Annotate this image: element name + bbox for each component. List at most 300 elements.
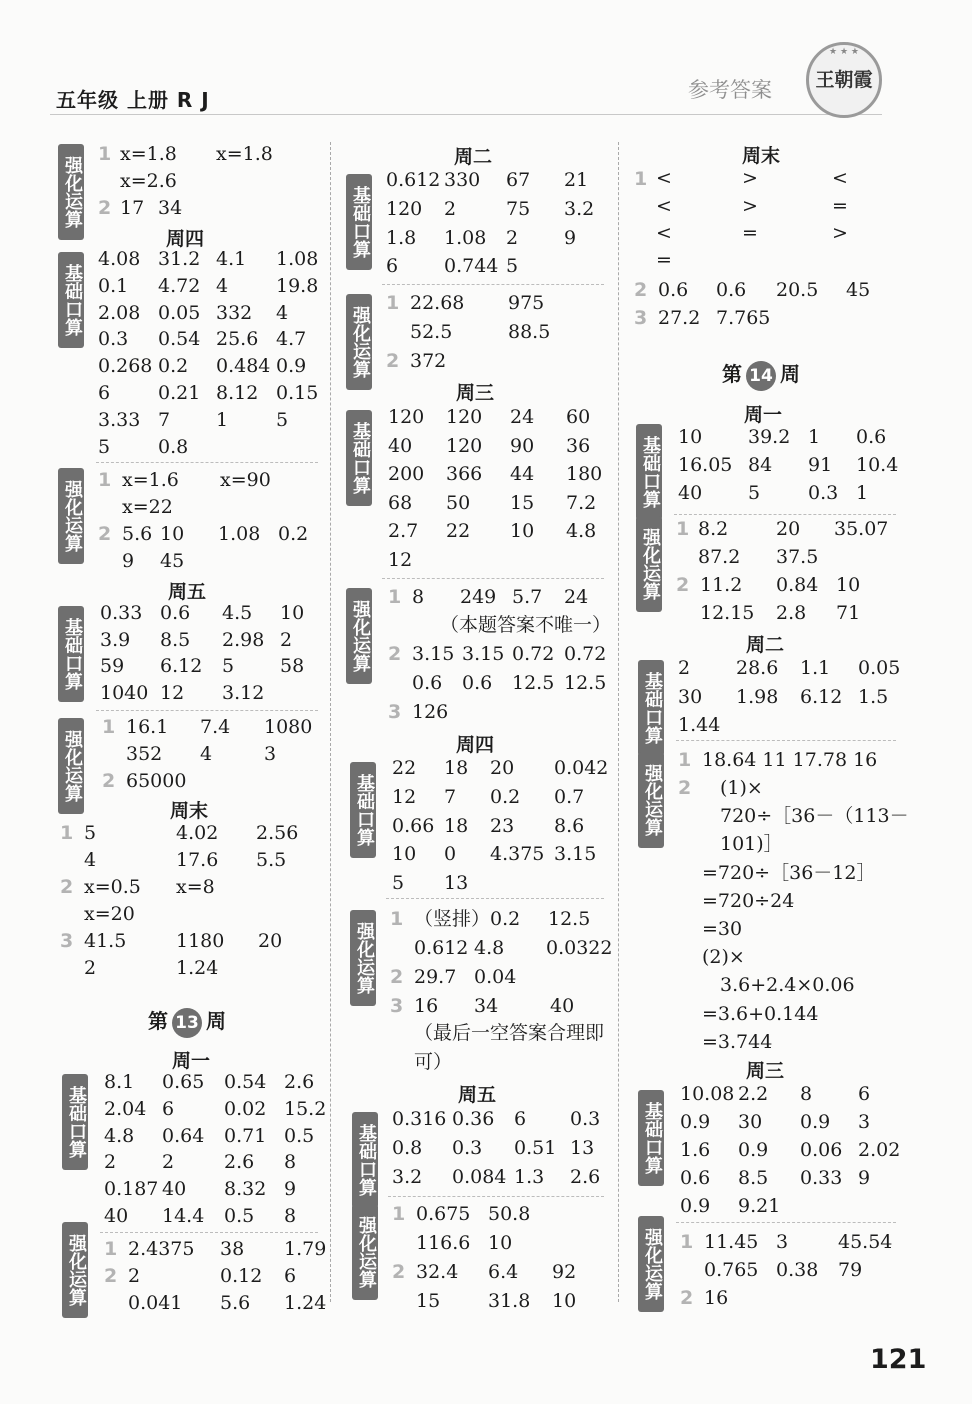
answer: 50	[446, 491, 471, 514]
answer: 5.6	[122, 523, 153, 545]
answer: 8.5	[160, 628, 191, 651]
answer: 10.08	[680, 1083, 735, 1105]
answer: 50.8	[488, 1203, 531, 1225]
answer: 0.9	[680, 1111, 711, 1133]
answer: 9	[284, 1178, 297, 1201]
answer: 2	[162, 1151, 175, 1174]
answers-label: 参考答案	[688, 78, 772, 102]
page-number: 121	[870, 1344, 927, 1375]
item-number: 2	[680, 1287, 694, 1309]
answer: 16.1	[126, 716, 169, 738]
answer: 79	[838, 1259, 863, 1281]
answer: 4	[200, 743, 213, 765]
tag-enhanced: 强化运算	[350, 910, 376, 1006]
answer: =	[832, 194, 848, 217]
week-prefix: 第	[148, 1009, 168, 1033]
answer: 8.6	[554, 814, 585, 837]
week-14-title	[722, 358, 800, 391]
answer: 8.1	[104, 1071, 135, 1093]
item-number: 1	[390, 908, 404, 930]
header-divider	[50, 114, 882, 115]
answer: 0.64	[162, 1124, 205, 1147]
tag-enhanced: 强化运算	[346, 588, 372, 684]
item-number: 3	[634, 307, 648, 329]
answer: 1.08	[444, 226, 487, 249]
tag-basic: 基础口算	[346, 410, 372, 506]
item-number: 1	[98, 143, 112, 165]
answer: 0.84	[776, 574, 819, 596]
column-divider-1	[330, 142, 331, 1302]
answer: 84	[748, 454, 773, 476]
answer: 6.12	[800, 685, 843, 708]
answer: x=1.8	[216, 143, 273, 165]
answer: 23	[490, 814, 515, 837]
week-14-badge: 14	[746, 361, 776, 391]
answer: >	[832, 222, 848, 244]
day-title-mon: 周一	[172, 1050, 211, 1072]
answer: 9.21	[738, 1195, 781, 1217]
answer: 10	[678, 426, 703, 448]
logo-stars: ★ ★ ★	[829, 47, 859, 57]
answer: 65000	[126, 770, 187, 792]
working-line: =3.744	[702, 1030, 773, 1053]
week-13-badge: 13	[172, 1008, 202, 1038]
working-line: =3.6+0.144	[702, 1002, 819, 1025]
answer: 38	[220, 1238, 245, 1260]
answer: 0.3	[808, 482, 839, 504]
answer: 1.44	[678, 714, 721, 736]
answer: 0.765	[704, 1259, 759, 1281]
answer: 2.98	[222, 628, 265, 651]
answer: 0.51	[514, 1136, 557, 1159]
answer: 0.66	[392, 814, 435, 837]
answer: 35.07	[834, 518, 889, 540]
tag-enhanced: 强化运算	[346, 294, 372, 390]
answer: 16	[414, 995, 439, 1017]
answer: 12	[392, 785, 417, 808]
answer: 59	[100, 655, 125, 677]
answer: 0.3	[98, 328, 129, 351]
answer: 6	[98, 382, 111, 404]
answer: 0.05	[858, 657, 901, 679]
answer: 5	[98, 435, 111, 458]
answer: 40	[388, 434, 413, 457]
brand-logo	[806, 42, 882, 118]
answer: 4	[84, 849, 97, 871]
answer: 2	[444, 197, 457, 220]
section-divider	[382, 578, 604, 579]
section-divider	[674, 514, 896, 515]
section-divider	[96, 462, 318, 463]
answer: 0.7	[554, 785, 585, 808]
answer: 3	[776, 1231, 789, 1253]
answer: 0.54	[224, 1071, 267, 1093]
answer: 9	[122, 550, 135, 572]
item-number: 1	[392, 1203, 406, 1225]
answer: 24	[564, 586, 589, 608]
answer: 30	[738, 1111, 763, 1133]
answer: <	[656, 194, 672, 217]
item-number: 2	[676, 574, 690, 596]
logo-text: 王朝霞	[815, 69, 873, 91]
answer: 20	[776, 518, 801, 540]
day-title-weekend: 周末	[742, 145, 781, 167]
answer: 0.6	[412, 672, 443, 694]
answer: 0.33	[100, 602, 143, 624]
item-number: 1	[680, 1231, 694, 1253]
section-divider	[388, 1196, 604, 1197]
section-divider	[382, 284, 604, 285]
day-title-fri: 周五	[168, 581, 207, 603]
answer: 45	[160, 550, 185, 572]
answer: 15	[416, 1290, 441, 1312]
item-number: 2	[634, 279, 648, 301]
answer: 3.15	[554, 843, 597, 866]
answer: 0.187	[104, 1178, 159, 1201]
answer: 0.36	[452, 1108, 495, 1130]
answer: 8.2	[698, 518, 729, 540]
answer: 5	[84, 822, 97, 844]
answer: 4.08	[98, 248, 141, 270]
answer: 88.5	[508, 321, 551, 343]
tag-enhanced: 强化运算	[58, 468, 84, 564]
answer: 0.6	[680, 1167, 711, 1189]
answer: 1180	[176, 930, 225, 952]
item-number: 1	[678, 749, 692, 771]
day-title-mon: 周一	[744, 404, 783, 426]
item-number: 2	[386, 350, 400, 372]
item-number: 1	[676, 518, 690, 540]
item-number: 3	[390, 995, 404, 1017]
answer: 44	[510, 463, 535, 486]
answer: <	[832, 167, 848, 189]
answer: 1	[856, 482, 869, 504]
answer: 330	[444, 169, 481, 191]
item-number: 2	[388, 643, 402, 665]
answer: 15	[510, 491, 535, 514]
answer: 120	[446, 406, 483, 428]
answer: 0.6	[462, 672, 493, 694]
answer: 0.484	[216, 355, 271, 378]
item-number: 1	[104, 1238, 118, 1260]
answer: 5.6	[220, 1292, 251, 1314]
answer: 20.5	[776, 279, 819, 301]
answer: 1.5	[858, 685, 889, 708]
answer: 0.9	[738, 1139, 769, 1161]
answer: 5	[748, 482, 761, 504]
tag-basic: 基础口算	[62, 1074, 88, 1170]
answer: 0.2	[278, 523, 309, 545]
answer: 3.33	[98, 408, 141, 431]
section-divider	[96, 710, 318, 711]
answer: 372	[410, 350, 447, 372]
answer: 41.5	[84, 930, 127, 952]
answer: <	[656, 222, 672, 244]
answer: 0.6	[716, 279, 747, 301]
answer: 11.2	[700, 574, 743, 596]
answer: 8	[800, 1083, 813, 1105]
section-divider	[386, 898, 604, 899]
answer: 92	[552, 1261, 577, 1283]
item-number: 1	[634, 168, 648, 190]
week-suffix: 周	[206, 1009, 226, 1033]
day-title-weekend: 周末	[170, 800, 209, 822]
answer: 2.6	[284, 1071, 315, 1093]
answer: 2.2	[738, 1083, 769, 1105]
answer: 12	[160, 681, 185, 704]
item-number: 1	[98, 469, 112, 491]
item-number: 2	[104, 1265, 118, 1287]
answer: 6.12	[160, 655, 203, 677]
answer: 1.24	[284, 1292, 327, 1314]
answer: 0.8	[158, 435, 189, 458]
answer: 58	[280, 655, 305, 677]
answer: 0.38	[776, 1259, 819, 1281]
answer: 0.2	[158, 355, 189, 378]
answer: 3	[264, 743, 277, 765]
answer: 10	[552, 1290, 577, 1312]
answer: 2.04	[104, 1097, 147, 1120]
answer: 12.5	[564, 672, 607, 694]
answer: 27.2	[658, 307, 701, 329]
item-number: 2	[98, 197, 112, 219]
answer: 120	[446, 434, 483, 457]
answer: x=20	[84, 903, 135, 925]
answer: 12	[388, 549, 413, 571]
answer: 0.65	[162, 1071, 205, 1093]
answer: 366	[446, 463, 483, 486]
answer: 0.042	[554, 757, 609, 779]
answer: 12.15	[700, 602, 755, 624]
answer: 3.2	[392, 1165, 423, 1188]
answer: 0.6	[160, 602, 191, 624]
tag-basic: 基础口算	[352, 1112, 378, 1208]
item-number: 1	[102, 716, 116, 738]
answer: 332	[216, 301, 253, 324]
answer: 1.08	[276, 248, 319, 270]
answer: 5.5	[256, 849, 287, 871]
tag-basic: 基础口算	[58, 252, 84, 348]
answer: 6	[162, 1097, 175, 1120]
answer: 0.72	[512, 643, 555, 665]
answer: 4.7	[276, 328, 307, 351]
answer: 7	[444, 785, 457, 808]
answer: 0.3	[570, 1108, 601, 1130]
answer: 20	[258, 930, 283, 952]
section-divider	[676, 1222, 896, 1223]
answer: 0.084	[452, 1165, 507, 1188]
answer: 200	[388, 463, 425, 486]
answer-note: （最后一空答案合理即	[414, 1022, 605, 1044]
item-number: 1	[60, 822, 74, 844]
answer: 0.041	[128, 1292, 183, 1314]
item-number: 1	[388, 586, 402, 608]
answer: 24	[510, 406, 535, 428]
answer: 249	[460, 586, 497, 608]
answer: 2	[84, 957, 97, 979]
answer: 10	[488, 1232, 513, 1254]
answer: 0.744	[444, 255, 499, 278]
answer: 5.7	[512, 586, 543, 608]
answer: 5	[222, 655, 235, 677]
answer: 5	[506, 255, 519, 278]
working-line: 101)］	[720, 833, 783, 856]
answer: 0.8	[392, 1136, 423, 1159]
answer: 18.64 11 17.78 16	[702, 749, 878, 771]
answer: 9	[858, 1167, 871, 1189]
answer: 120	[388, 406, 425, 428]
answer: 0.54	[158, 328, 201, 351]
tag-enhanced: 强化运算	[352, 1204, 378, 1300]
tag-enhanced: 强化运算	[58, 144, 84, 240]
tag-basic: 基础口算	[638, 660, 664, 756]
answer: 25.6	[216, 328, 259, 351]
answer: 975	[508, 292, 545, 314]
answer: （竖排）0.2	[414, 908, 521, 930]
answer: 13	[570, 1136, 595, 1159]
answer: 2	[678, 657, 691, 679]
answer: 0.05	[158, 301, 201, 324]
answer: 4.8	[104, 1124, 135, 1147]
answer: 5	[276, 408, 289, 431]
answer: 0.71	[224, 1124, 267, 1147]
answer: 17	[120, 197, 145, 219]
answer: 14.4	[162, 1205, 205, 1227]
tag-basic: 基础口算	[636, 424, 662, 520]
answer: 91	[808, 454, 833, 476]
answer: 90	[510, 434, 535, 457]
answer: 10	[280, 602, 305, 624]
day-title-wed: 周三	[746, 1060, 785, 1082]
item-number: 2	[392, 1261, 406, 1283]
answer: 40	[162, 1178, 187, 1201]
answer: =	[656, 249, 672, 271]
answer: 39.2	[748, 426, 791, 448]
answer: 10	[836, 574, 861, 596]
answer: 7.4	[200, 716, 231, 738]
tag-enhanced: 强化运算	[638, 752, 664, 848]
day-title-tue: 周二	[746, 634, 785, 656]
answer: >	[742, 167, 758, 189]
answer: x=90	[220, 469, 271, 491]
answer: 40	[550, 995, 575, 1017]
answer: 1.24	[176, 957, 219, 979]
tag-enhanced: 强化运算	[62, 1222, 88, 1318]
answer: <	[656, 167, 672, 189]
answer: 0.675	[416, 1203, 471, 1225]
answer: 4.02	[176, 822, 219, 844]
answer: 22.68	[410, 292, 465, 314]
answer: 1	[216, 408, 229, 431]
answer: 34	[474, 995, 499, 1017]
answer: 67	[506, 169, 531, 191]
answer: 8.12	[216, 382, 259, 404]
answer: 0.3	[452, 1136, 483, 1159]
answer: 18	[444, 757, 469, 779]
answer: >	[742, 194, 758, 217]
working-line: 3.6+2.4×0.06	[720, 974, 855, 997]
answer: 0.1	[98, 274, 129, 297]
answer: 0.612	[386, 169, 441, 191]
answer: 7	[158, 408, 171, 431]
answer: 36	[566, 434, 591, 457]
answer: 1	[808, 426, 821, 448]
answer: x=1.6	[122, 469, 179, 491]
tag-basic: 基础口算	[346, 174, 372, 270]
answer: 0.02	[224, 1097, 267, 1120]
answer: 4.72	[158, 274, 201, 297]
answer: 0.9	[276, 355, 307, 378]
item-number: 3	[388, 701, 402, 723]
tag-enhanced: 强化运算	[638, 1216, 664, 1312]
answer: 16.05	[678, 454, 733, 476]
answer: x=1.8	[120, 143, 177, 165]
answer: x=8	[176, 876, 215, 898]
answer: 4.5	[222, 602, 253, 624]
item-number: 2	[98, 523, 112, 545]
answer: 3.15	[412, 643, 455, 665]
answer: 11.45	[704, 1231, 759, 1253]
answer: 7.765	[716, 307, 771, 329]
answer: 52.5	[410, 321, 453, 343]
answer: 10	[510, 520, 535, 543]
answer: 37.5	[776, 546, 819, 568]
answer: 6.4	[488, 1261, 519, 1283]
answer: 0.12	[220, 1265, 263, 1287]
answer: 10.4	[856, 454, 899, 476]
answer: 9	[564, 226, 577, 249]
answer: 0.0322	[546, 937, 613, 959]
answer: 87.2	[698, 546, 741, 568]
answer: 12.5	[548, 908, 591, 930]
working-line: (1)×	[720, 777, 763, 799]
answer: 21	[564, 169, 589, 191]
answer: 6	[858, 1083, 871, 1105]
answer: 34	[158, 197, 183, 219]
week-prefix: 第	[722, 362, 742, 386]
answer: 5	[392, 872, 405, 895]
page-header-title: 五年级 上册 R J	[56, 88, 210, 112]
answer: =	[742, 222, 758, 244]
day-title-fri: 周五	[458, 1084, 497, 1106]
answer: 75	[506, 197, 531, 220]
answer: 68	[388, 491, 413, 514]
answer: 4.1	[216, 248, 247, 270]
answer: 1.08	[218, 523, 261, 545]
answer: 0.21	[158, 382, 201, 404]
item-number: 1	[386, 292, 400, 314]
answer: 126	[412, 701, 449, 723]
answer: 3.15	[462, 643, 505, 665]
answer: 4.8	[474, 937, 505, 959]
item-number: 2	[60, 876, 74, 898]
answer: 116.6	[416, 1232, 471, 1254]
day-title-thu: 周四	[456, 734, 495, 756]
answer: 31.2	[158, 248, 201, 270]
answer-note: （本题答案不唯一）	[440, 614, 612, 636]
answer: 2	[280, 628, 293, 651]
section-divider	[100, 1232, 318, 1233]
answer: 0.9	[680, 1195, 711, 1217]
day-title-tue: 周二	[454, 146, 493, 168]
answer: 1080	[264, 716, 313, 738]
answer: 10	[392, 843, 417, 866]
section-divider	[676, 740, 896, 741]
answer: 0.268	[98, 355, 153, 378]
answer: 4	[216, 274, 229, 297]
item-number: 2	[678, 777, 692, 799]
answer: 0.2	[490, 785, 521, 808]
